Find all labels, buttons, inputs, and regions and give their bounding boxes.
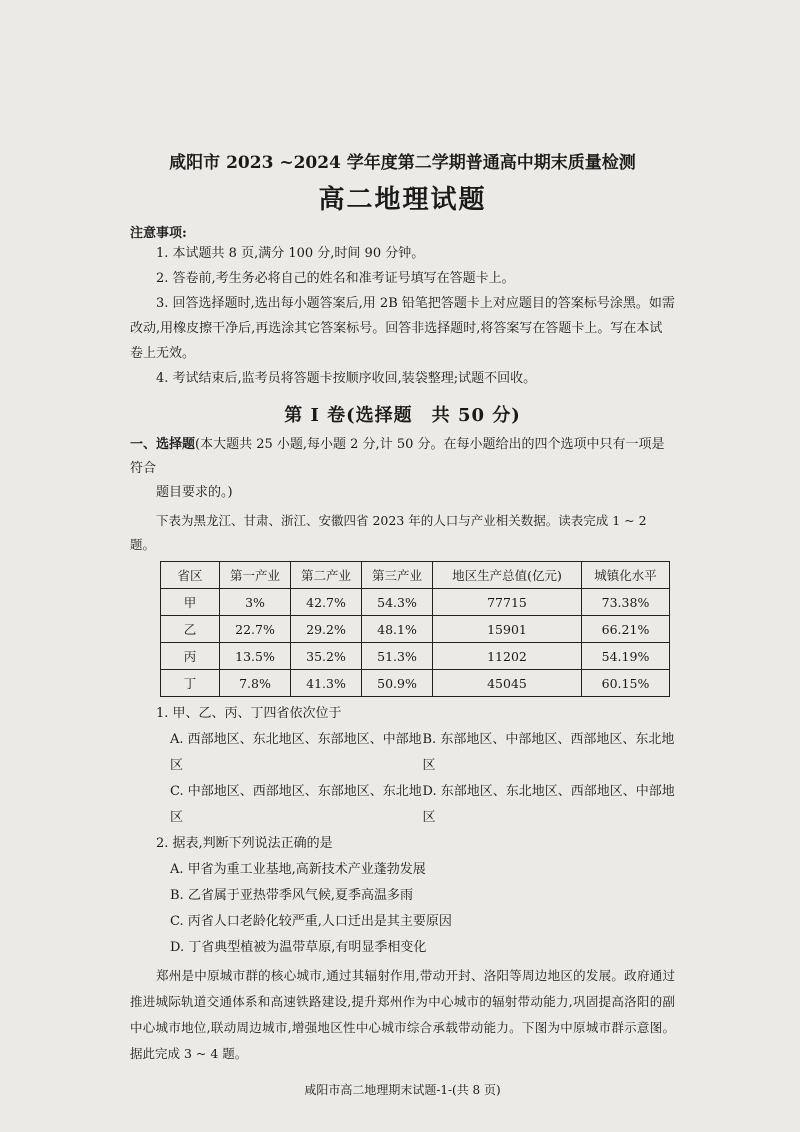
notice-item: 卷上无效。 [130, 346, 196, 361]
table-cell: 29.2% [291, 616, 362, 643]
table-cell: 51.3% [362, 643, 433, 670]
page-footer: 咸阳市高二地理期末试题-1-(共 8 页) [304, 1083, 501, 1097]
table-header-row [161, 562, 670, 589]
table-header: 第一产业 [220, 562, 291, 589]
exam-title: 咸阳市 2023 ~2024 学年度第二学期普通高中期末质量检测 [169, 153, 636, 173]
table-cell: 35.2% [291, 643, 362, 670]
section-title: 第 Ⅰ 卷(选择题 共 50 分) [284, 405, 521, 426]
notice-item: 改动,用橡皮擦干净后,再选涂其它答案标号。回答非选择题时,将答案写在答题卡上。写在本试 [130, 321, 663, 336]
option-d: D. 东部地区、东北地区、西部地区、中部地区 [422, 784, 675, 825]
table-cell: 41.3% [291, 670, 362, 697]
table-cell: 66.21% [582, 616, 670, 643]
reading-passage: 郑州是中原城市群的核心城市,通过其辐射作用,带动开封、洛阳等周边地区的发展。政府通过推进城际轨道交通体系和高速铁路建设,提升郑州作为中心城市的辐射带动能力,巩固提高洛阳的副中心城市地位,联动周边城市,增强地区性中心城市综合承载带动能力。下图为中原城市群示意图。据此完成 3 ~ 4 题。 [130, 968, 675, 1061]
question-stem: 2. 据表,判断下列说法正确的是 [156, 836, 333, 851]
table-row [161, 616, 670, 643]
table-header: 地区生产总值(亿元) [433, 562, 582, 589]
table-cell: 3% [220, 589, 291, 616]
notice-heading: 注意事项: [130, 226, 187, 241]
option-b: B. 东部地区、中部地区、西部地区、东北地区 [422, 732, 675, 773]
table-header: 第三产业 [362, 562, 433, 589]
table-row [161, 670, 670, 697]
table-cell: 7.8% [220, 670, 291, 697]
table-cell: 甲 [161, 589, 220, 616]
question-1 [130, 701, 675, 831]
page-content [130, 140, 675, 1098]
notice-item: 1. 本试题共 8 页,满分 100 分,时间 90 分钟。 [156, 246, 425, 261]
table-cell: 22.7% [220, 616, 291, 643]
table-cell: 48.1% [362, 616, 433, 643]
table-row [161, 643, 670, 670]
part-heading [130, 433, 675, 505]
option-a: A. 甲省为重工业基地,高新技术产业蓬勃发展 [170, 862, 426, 877]
table-cell: 13.5% [220, 643, 291, 670]
table-cell: 45045 [433, 670, 582, 697]
notice-list [130, 241, 675, 391]
table-header: 城镇化水平 [582, 562, 670, 589]
table-cell: 15901 [433, 616, 582, 643]
table-header: 第二产业 [291, 562, 362, 589]
question-stem: 1. 甲、乙、丙、丁四省依次位于 [156, 706, 342, 721]
option-a: A. 西部地区、东北地区、东部地区、中部地区 [170, 732, 422, 773]
notice-item: 2. 答卷前,考生务必将自己的姓名和准考证号填写在答题卡上。 [156, 271, 515, 286]
table-cell: 50.9% [362, 670, 433, 697]
option-b: B. 乙省属于亚热带季风气候,夏季高温多雨 [170, 888, 413, 903]
table-cell: 54.19% [582, 643, 670, 670]
table-cell: 11202 [433, 643, 582, 670]
part-description-cont: 题目要求的。) [156, 485, 233, 500]
table-header: 省区 [161, 562, 220, 589]
table-cell: 54.3% [362, 589, 433, 616]
table-cell: 丙 [161, 643, 220, 670]
table-cell: 42.7% [291, 589, 362, 616]
option-d: D. 丁省典型植被为温带草原,有明显季相变化 [170, 940, 427, 955]
table-cell: 丁 [161, 670, 220, 697]
subject-title: 高二地理试题 [318, 185, 487, 215]
question-2 [130, 831, 675, 961]
table-cell: 60.15% [582, 670, 670, 697]
option-c: C. 丙省人口老龄化较严重,人口迁出是其主要原因 [170, 914, 452, 929]
notice-item: 4. 考试结束后,监考员将答题卡按顺序收回,装袋整理;试题不回收。 [156, 371, 537, 386]
table-row [161, 589, 670, 616]
option-row [130, 727, 675, 779]
table-cell: 73.38% [582, 589, 670, 616]
table-cell: 77715 [433, 589, 582, 616]
table-cell: 乙 [161, 616, 220, 643]
part-label: 一、选择题 [130, 437, 196, 452]
option-row [130, 779, 675, 831]
part-description: (本大题共 25 小题,每小题 2 分,计 50 分。在每小题给出的四个选项中只有一项是符合 [130, 437, 665, 476]
data-table [160, 561, 670, 697]
option-c: C. 中部地区、西部地区、东部地区、东北地区 [170, 784, 422, 825]
notice-item: 3. 回答选择题时,选出每小题答案后,用 2B 铅笔把答题卡上对应题目的答案标号涂黑。如需 [156, 296, 675, 311]
table-intro: 下表为黑龙江、甘肃、浙江、安徽四省 2023 年的人口与产业相关数据。读表完成 1 ~ 2 题。 [130, 513, 647, 552]
